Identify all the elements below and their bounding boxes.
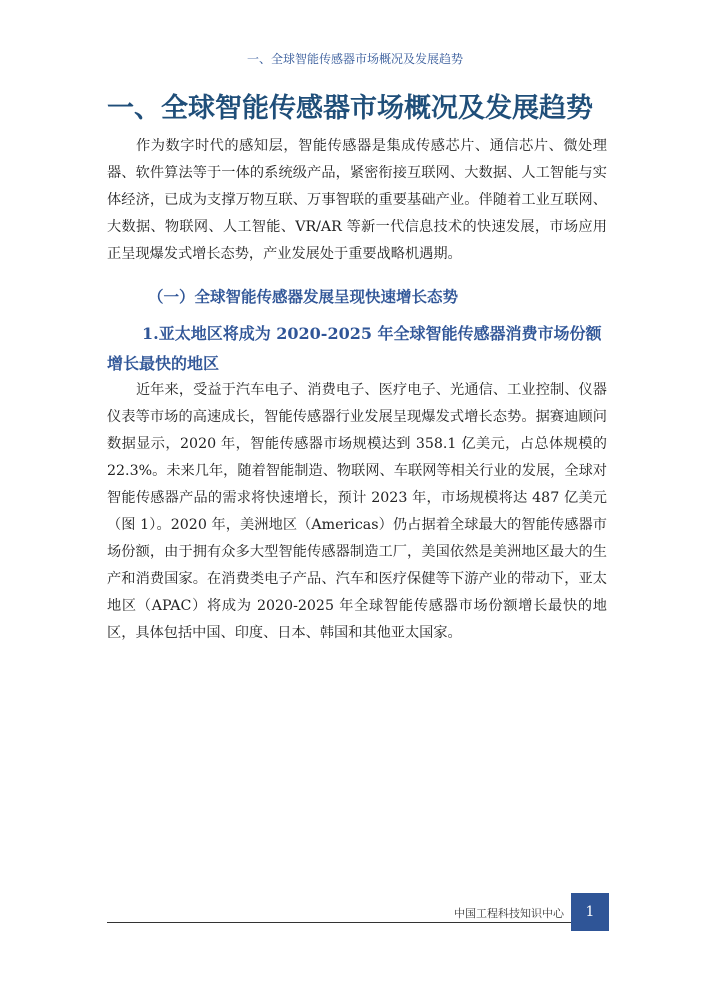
subsubsection-heading: 1.亚太地区将成为 2020-2025 年全球智能传感器消费市场份额增长最快的地区 <box>107 324 602 373</box>
body-paragraph: 近年来，受益于汽车电子、消费电子、医疗电子、光通信、工业控制、仪器仪表等市场的高速成长，智能传感器行业发展呈现爆发式增长态势。据赛迪顾问数据显示，2020 年，智能传感器市场规模达到 358.1 亿美元，占总体规模的 22.3%。未来几年，随着智能制造、物联网、车联网等相关行业的发展，全球对智能传感器产品的需求将快速增长，预计 2023 年，市场规模将达 487 亿美元（图 1）。2020 年，美洲地区（Americas）仍占据着全球最大的智能传感器市场份额，由于拥有众多大型智能传感器制造工厂，美国依然是美洲地区最大的生产和消费国家。在消费类电子产品、汽车和医疗保健等下游产业的带动下，亚太地区（APAC）将成为 2020-2025 年全球智能传感器市场份额增长最快的地区，具体包括中国、印度、日本、韩国和其他亚太国家。 <box>107 382 607 641</box>
running-header: 一、全球智能传感器市场概况及发展趋势 <box>246 52 463 66</box>
footer-divider <box>107 922 571 923</box>
intro-paragraph: 作为数字时代的感知层，智能传感器是集成传感芯片、通信芯片、微处理器、软件算法等于一体的系统级产品，紧密衔接互联网、大数据、人工智能与实体经济，已成为支撑万物互联、万事智联的重要基础产业。伴随着工业互联网、大数据、物联网、人工智能、VR/AR 等新一代信息技术的快速发展，市场应用正呈现爆发式增长态势，产业发展处于重要战略机遇期。 <box>107 138 607 262</box>
page-number: 1 <box>571 893 609 931</box>
footer-organization: 中国工程科技知识中心 <box>454 907 564 920</box>
subsection-heading: （一）全球智能传感器发展呈现快速增长态势 <box>148 288 459 306</box>
page-title: 一、全球智能传感器市场概况及发展趋势 <box>107 93 593 124</box>
